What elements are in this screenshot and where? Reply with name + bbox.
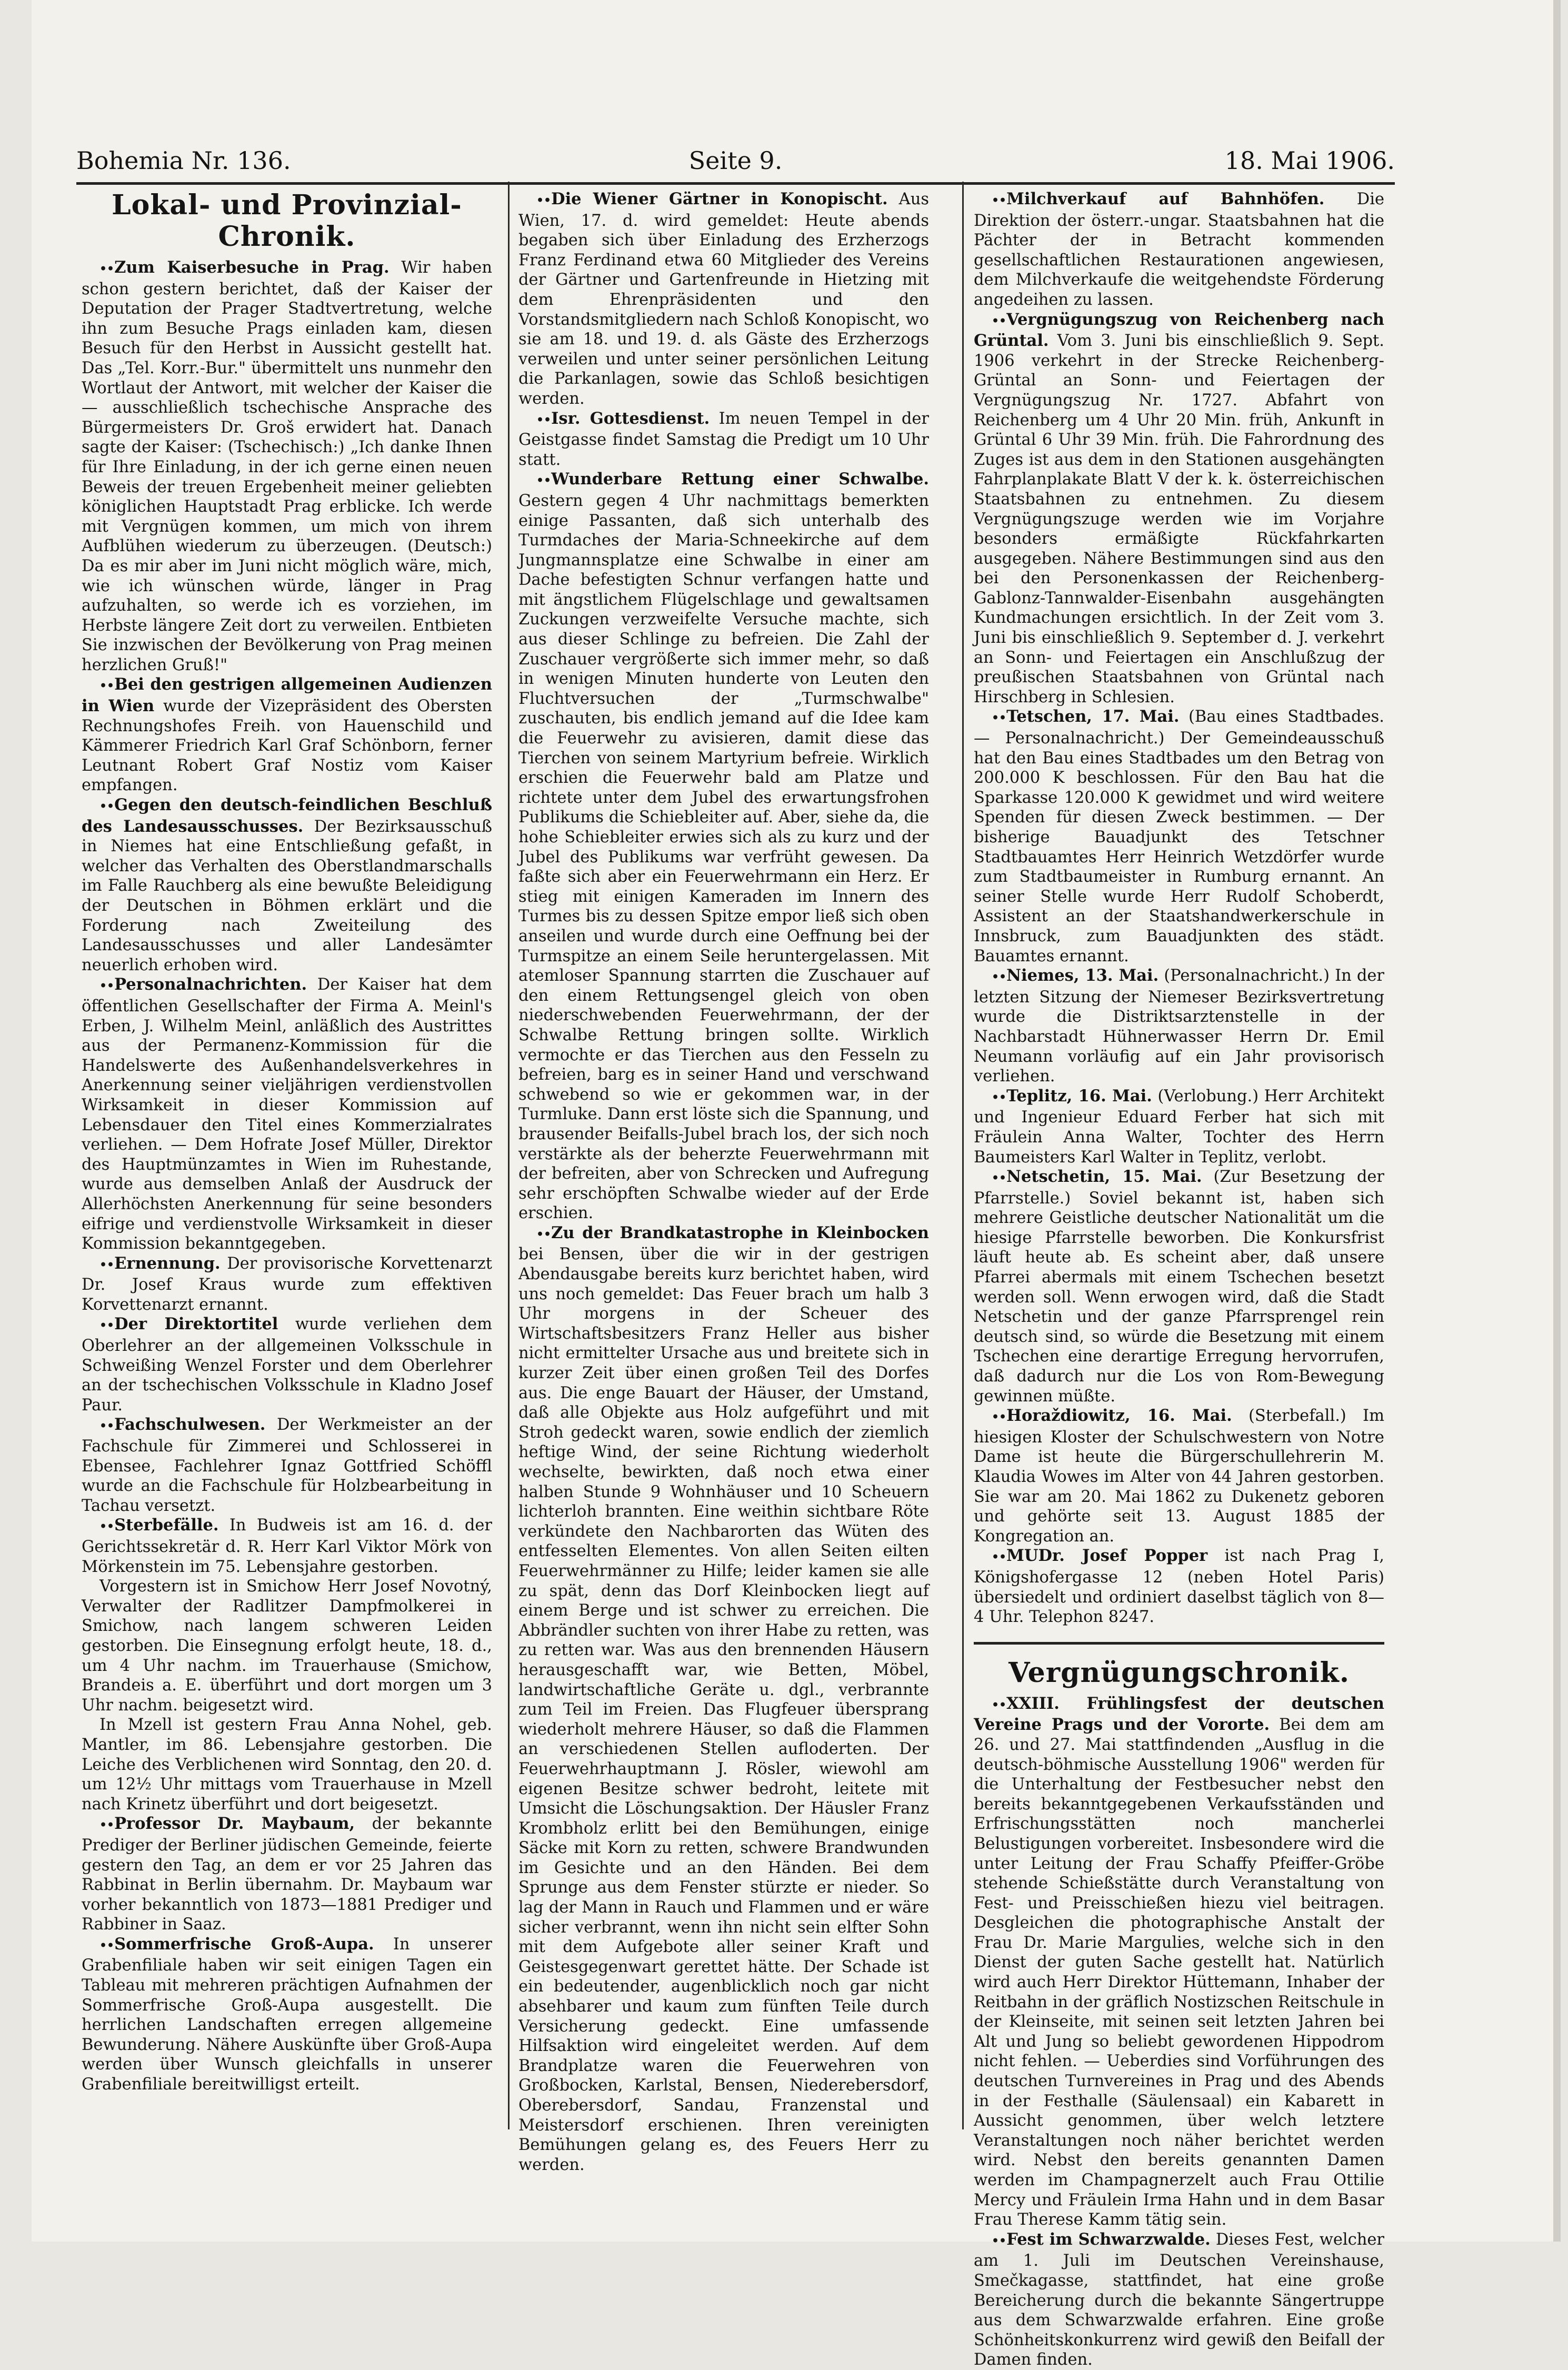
column-divider-1 [508,182,510,2129]
column-2 [518,190,929,2174]
article-body: In unserer Grabenfiliale haben wir seit einigen Tagen ein Tableau mit mehreren prächtigen Aufnahmen der Sommerfrische Groß-Aupa ausgestellt. Die herrlichen Landschaften erregen allgemeine Bewunderung. Nähere Auskünfte über Groß-Aupa werden über Wunsch gleichfalls in unserer Grabenfiliale bereitwilligst erteilt. [82,1935,492,2094]
article-body: Vom 3. Juni bis einschließlich 9. Sept. 1906 verkehrt in der Strecke Reichenberg-Grüntal an Sonn- und Feiertagen der Vergnügungszug Nr. 1727. Abfahrt von Reichenberg um 4 Uhr 20 Min. früh, Ankunft in Grüntal 6 Uhr 39 Min. früh. Die Fahrordnung des Zuges ist aus dem in den Stationen ausgehängten Fahrplanplakate Blatt V der k. k. österreichischen Staatsbahnen zu entnehmen. Zu diesem Vergnügungszuge werden wie im Vorjahre besonders ermäßigte Rückfahrkarten ausgegeben. Nähere Bestimmungen sind aus den bei den Personenkassen der Reichenberg-Gablonz-Tannwalder-Eisenbahn ausgehängten Kundmachungen ersichtlich. In der Zeit vom 3. Juni bis einschließlich 9. September d. J. verkehrt an Sonn- und Feiertagen ein Anschlußzug der preußischen Staatsbahnen von Grüntal nach Hirschberg in Schlesien. [974,332,1384,706]
article [974,190,1384,310]
article [82,258,492,675]
header-date: 18. Mai 1906. [1224,146,1395,175]
article-headline: •• Zum Kaiserbesuche in Prag. [99,258,389,277]
article [82,1315,492,1415]
column-1 [82,190,492,2169]
header-rule [76,182,1395,185]
section-title-chronik: Lokal- und Provinzial-Chronik. [112,189,462,253]
article-body: Vorgestern ist in Smichow Herr Josef Novotný, Verwalter der Radlitzer Dampfmolkerei in Smichow, nach langem schweren Leiden gestorben. Die Einsegnung erfolgt heute, 18. d., um 4 Uhr nachm. im Trauerhause (Smichow, Brandeis a. E. überführt und dort morgen um 3 Uhr nachm. beigesetzt wird. [82,1577,492,1715]
article-body: ist nach Prag I, Königshofergasse 12 (neben Hotel Paris) übersiedelt und ordiniert daselbst täglich von 8—4 Uhr. Telephon 8247. [974,1547,1384,1627]
article-headline: •• MUDr. Josef Popper [992,1546,1207,1565]
article [974,1694,1384,2230]
article-body: wurde verliehen dem Oberlehrer an der allgemeinen Volksschule in Schweißing Wenzel Forster und dem Oberlehrer an der tschechischen Volksschule in Kladno Josef Paur. [82,1315,492,1415]
column-3 [974,190,1385,2369]
article-headline: •• Der Direktortitel [99,1315,278,1333]
article-body: Gestern gegen 4 Uhr nachmittags bemerkten einige Passanten, daß sich unterhalb des Turmdaches der Maria-Schneekirche auf dem Jungmannsplatze eine Schwalbe in einer am Dache befestigten Schnur verfangen hatte und mit ängstlichem Flügelschlage und gewaltsamen Zuckungen verzweifelte Versuche machte, sich aus dieser Schlinge zu befreien. Die Zahl der Zuschauer vergrößerte sich immer mehr, so daß in wenigen Minuten hunderte von Leuten den Fluchtversuchen der „Turmschwalbe" zuschauten, bis endlich jemand auf die Idee kam die Feuerwehr zu avisieren, damit diese das Tierchen von seinem Martyrium befreie. Wirklich erschien die Feuerwehr bald am Platze und richtete unter dem Jubel des erwartungsfrohen Publikums die Schiebleiter auf. Aber, siehe da, die hohe Schiebleiter erwies sich als zu kurz und der Jubel des Publikums war verfrüht gewesen. Da faßte sich aber ein Feuerwehrmann ein Herz. Er stieg mit einigen Kameraden im Innern des Turmes bis zu dessen Spitze empor ließ sich oben anseilen und wurde durch eine Oeffnung bei der Turmspitze an einem Seile heruntergelassen. Mit atemloser Spannung starrten die Zuschauer auf den einem Rettungsengel gleich von oben niederschwebenden Feuerwehrmann, der der Schwalbe Rettung bringen sollte. Wirklich vermochte er das Tierchen aus den Fesseln zu befreien, barg es in seiner Hand und verschwand schwebend so wie er gekommen war, in der Turmluke. Dann erst löste sich die Spannung, und brausender Beifalls-Jubel brach los, der sich noch verstärkte als der beherzte Feuerwehrmann mit der befreiten, aber von Schrecken und Aufregung sehr erschöpften Schwalbe wieder auf der Erde erschien. [518,491,929,1223]
article [974,1167,1384,1406]
article-headline: •• Teplitz, 16. Mai. [992,1087,1152,1106]
header-issue: Bohemia Nr. 136. [76,146,291,175]
article-body: In Mzell ist gestern Frau Anna Nohel, geb. Mantler, im 86. Lebensjahre gestorben. Die Leiche des Verblichenen wird Sonntag, den 20. d. um 12½ Uhr mittags vom Trauerhause in Mzell nach Krinetz überführt und dort beigesetzt. [82,1716,492,1814]
column-3-news [974,190,1384,1627]
column-divider-2 [962,182,964,2129]
article-body: Dieses Fest, welcher am 1. Juli im Deutschen Vereinshause, Smečkagasse, stattfindet, hat eine große Bereicherung durch die bekannte Sängertruppe aus dem Schwarzwalde erfahren. Eine große Schönheitskonkurrenz wird gewiß den Beifall der Damen finden. [974,2230,1384,2369]
column-3-entertainment [974,1694,1384,2370]
article-body: Bei dem am 26. und 27. Mai stattfindenden „Ausflug in die deutsch-böhmische Ausstellung 1906" werden für die Unterhaltung der Festbesucher nebst den bereits bekanntgegebenen Verkaufsständen und Erfrischungsstätten noch mancherlei Belustigungen vorbereitet. Insbesondere wird die unter Leitung der Frau Schaffy Pfeiffer-Gröbe stehende Schießstätte durch Veranstaltung von Fest- und Preisschießen hiezu viel beitragen. Desgleichen die photographische Anstalt der Frau Dr. Marie Margulies, welche sich in den Dienst der guten Sache gestellt hat. Natürlich wird auch Herr Direktor Hüttemann, Inhaber der Reitbahn in der gräflich Nostizschen Reitschule in der Kleinseite, mit seinen seit letzten Jahren bei Alt und Jung so beliebt gewordenen Hippodrom nicht fehlen. — Ueberdies sind Vorführungen des deutschen Turnvereines in Prag und des Abends in der Festhalle (Säulensaal) ein Kabarett in Aussicht genommen, über welch letztere Veranstaltungen noch näher berichtet werden wird. Nebst den bereits genannten Damen werden im Champagnerzelt auch Frau Ottilie Mercy und Fräulein Irma Hahn und in dem Basar Frau Therese Kamm tätig sein. [974,1716,1384,2229]
article [82,675,492,795]
article [518,409,929,470]
article [82,1814,492,1935]
article-body: wurde der Vizepräsident des Obersten Rechnungshofes Freih. von Hauenschild und Kämmerer Friedrich Karl Graf Schönborn, ferner Leutnant Robert Graf Nostiz vom Kaiser empfangen. [82,697,492,795]
article-headline: •• Bei den gestrigen allgemeinen Audienzen in Wien [82,675,492,715]
article-headline: •• Vergnügungszug von Reichenberg nach Grüntal. [974,310,1384,351]
article-headline: •• Netschetin, 15. Mai. [992,1167,1202,1186]
article-body: Im neuen Tempel in der Geistgasse findet Samstag die Predigt um 10 Uhr statt. [518,409,929,469]
article [974,1087,1384,1167]
article [974,1546,1384,1627]
article-headline: •• XXIII. Frühlingsfest der deutschen Vereine Prags und der Vororte. [974,1694,1384,1735]
article-body: Die Direktion der österr.-ungar. Staatsbahnen hat die Pächter der in Betracht kommenden gesellschaftlichen Restaurationen angewiesen, dem Milchverkaufe die weitgehendste Förderung angedeihen zu lassen. [974,190,1385,309]
article [974,1406,1384,1546]
section-title-vergnuegung: Vergnügungschronik. [974,1642,1384,1689]
article [82,1254,492,1315]
article [82,795,492,975]
article-body: Der Werkmeister an der Fachschule für Zimmerei und Schlosserei in Ebensee, Fachlehrer Ignaz Gottfried Schöffl wurde an die Fachschule für Holzbearbeitung in Tachau versetzt. [82,1416,492,1515]
article-headline: •• Gegen den deutsch-feindlichen Beschluß des Landesausschusses. [82,795,492,836]
article-headline: •• Fest im Schwarzwalde. [992,2230,1211,2249]
article-headline: •• Tetschen, 17. Mai. [992,707,1180,726]
article-body: (Bau eines Stadtbades. — Personalnachricht.) Der Gemeindeausschuß hat den Bau eines Stadtbades um den Betrag von 200.000 K beschlossen. Für den Bau hat die Sparkasse 120.000 K gewidmet und wird weitere Spenden für diesen Zweck bestimmen. — Der bisherige Bauadjunkt des Tetschner Stadtbauamtes Herr Heinrich Wetzdörfer wurde zum Stadtbaumeister in Rumburg ernannt. An seiner Stelle wurde Herr Rudolf Schoberdt, Assistent an der Staatshandwerkerschule in Innsbruck, zum Bauadjunkten des städt. Bauamtes ernannt. [974,708,1384,965]
page-header [76,142,1395,179]
article-headline: •• Horaždiowitz, 16. Mai. [992,1406,1232,1425]
article-body: (Verlobung.) Herr Architekt und Ingenieur Eduard Ferber hat sich mit Fräulein Anna Walter, Tochter des Herrn Baumeisters Karl Walter in Teplitz, verlobt. [974,1087,1385,1167]
article-body: der bekannte Prediger der Berliner jüdischen Gemeinde, feierte gestern den Tag, an dem er vor 25 Jahren das Rabbinat in Berlin übernahm. Dr. Maybaum war vorher bekanntlich von 1873—1881 Prediger und Rabbiner in Saaz. [82,1815,492,1934]
article [82,1935,492,2095]
article [974,310,1384,708]
article-body: (Sterbefall.) Im hiesigen Kloster der Schulschwestern von Notre Dame ist heute die Bürgerschullehrerin M. Klaudia Wowes im Alter von 44 Jahren gestorben. Sie war am 20. Mai 1862 zu Dukenetz geboren und gehörte seit 13. August 1885 der Kongregation an. [974,1407,1384,1546]
article-body: In Budweis ist am 16. d. der Gerichtssekretär d. R. Herr Karl Viktor Mörk von Mörkenstein im 75. Lebensjahre gestorben. [82,1516,493,1576]
article [518,1223,929,2175]
header-page-number: Seite 9. [688,146,783,175]
article [518,190,929,409]
newspaper-page [32,0,1561,2369]
article [974,707,1384,966]
article [82,1715,492,1814]
article [974,2230,1384,2370]
page-edge [1553,0,1561,2242]
article-headline: •• Niemes, 13. Mai. [992,966,1158,985]
article [82,975,492,1253]
article-body: bei Bensen, über die wir in der gestrigen Abendausgabe bereits kurz berichtet haben, wird uns noch gemeldet: Das Feuer brach um halb 3 Uhr morgens in der Scheuer des Wirtschaftsbesitzers Franz Heller aus bisher nicht ermittelter Ursache aus und breitete sich in kurzer Zeit über einen großen Teil des Dorfes aus. Die enge Bauart der Häuser, der Umstand, daß alle Objekte aus Holz aufgeführt und mit Stroh gedeckt waren, sowie endlich der ziemlich heftige Wind, der seine Richtung wiederholt wechselte, bewirkten, daß noch etwa einer halben Stunde 9 Wohnhäuser und 10 Scheuern lichterloh brannten. Eine weithin sichtbare Röte verkündete den Nachbarorten das Wüten des entfesselten Elementes. Von allen Seiten eilten Feuerwehrmänner zu Hilfe; leider kamen sie alle zu spät, denn das Dorf Kleinbocken liegt auf einem Berge und ist schwer zu erreichen. Die Abbrändler suchten von ihrer Habe zu retten, was zu retten war. Was aus den brennenden Häusern herausgeschafft war, wie Betten, Möbel, landwirtschaftliche Geräte u. dgl., verbrannte zum Teil im Freien. Das Flugfeuer übersprang wiederholt mehrere Häuser, so daß die Flammen an verschiedenen Stellen aufloderten. Der Feuerwehrhauptmann J. Rösler, wiewohl am eigenen Besitze schwer bedroht, leitete mit Umsicht die Löschungsaktion. Der Häusler Franz Krombholz erlitt bei den Bemühungen, einige Säcke mit Korn zu retten, schwere Brandwunden im Gesichte und an den Händen. Bei dem Sprunge aus dem Fenster stürzte er nieder. So lag der Mann in Rauch und Flammen und er wäre sicher verbrannt, wenn ihn nicht sein elfter Sohn mit dem Aufgebote aller seiner Kraft und Geistesgegenwart gerettet hätte. Der Schade ist ein bedeutender, augenblicklich noch gar nicht absehbarer und kaum zum fünften Teile durch Versicherung gedeckt. Eine umfassende Hilfsaktion wird eingeleitet werden. Auf dem Brandplatze waren die Feuerwehren von Großbocken, Karlstal, Bensen, Niederebersdorf, Oberebersdorf, Sandau, Franzenstal und Meistersdorf erschienen. Ihren vereinigten Bemühungen gelang es, des Feuers Herr zu werden. [518,1245,929,2174]
article-body: Wir haben schon gestern berichtet, daß der Kaiser der Deputation der Prager Stadtvertretung, welche ihn zum Besuche Prags einladen kam, diesen Besuch für den Herbst in Aussicht gestellt hat. Das „Tel. Korr.-Bur." übermittelt uns nunmehr den Wortlaut der Antwort, mit welcher der Kaiser die — ausschließlich tschechische Ansprache des Bürgermeisters Dr. Groš erwidert hat. Danach sagte der Kaiser: (Tschechisch:) „Ich danke Ihnen für Ihre Einladung, in der ich gerne einen neuen Beweis der treuen Ergebenheit meiner geliebten königlichen Hauptstadt Prag erblicke. Ich werde mit Vergnügen kommen, um mich von ihrem Aufblühen wiederum zu überzeugen. (Deutsch:) Da es mir aber im Juni nicht möglich wäre, mich, wie ich wünschen würde, länger in Prag aufzuhalten, so werde ich es vorziehen, im Herbste längere Zeit dort zu verweilen. Entbieten Sie inzwischen der Bevölkerung von Prag meinen herzlichen Gruß!" [82,258,493,674]
article-headline: •• Milchverkauf auf Bahnhöfen. [992,190,1324,208]
article-headline: •• Zu der Brandkatastrophe in Kleinbocken [536,1223,929,1242]
article [82,1516,492,1577]
article-headline: •• Wunderbare Rettung einer Schwalbe. [536,470,929,489]
article-headline: •• Personalnachrichten. [99,975,307,994]
article-body: (Personalnachricht.) In der letzten Sitzung der Niemeser Bezirksvertretung wurde die Distriktsarztenstelle in der Nachbarstadt Hühnerwasser Herrn Dr. Emil Neumann vorläufig auf ein Jahr provisorisch verliehen. [974,967,1384,1086]
article-headline: •• Sommerfrische Groß-Aupa. [99,1935,374,1954]
article-body: Der Bezirksausschuß in Niemes hat eine Entschließung gefaßt, in welcher das Verhalten des Oberstlandmarschalls im Falle Rauchberg als eine bewußte Beleidigung der Deutschen in Böhmen erklärt und die Forderung nach Zweiteilung des Landesausschusses und aller Landesämter neuerlich erhoben wird. [82,817,493,974]
article-body: Der Kaiser hat dem öffentlichen Gesellschafter der Firma A. Meinl's Erben, J. Wilhelm Meinl, anläßlich des Austrittes aus der Permanenz-Kommission für die Handelswerte des Außenhandelsverkehres in Anerkennung seiner vieljährigen verdienstvollen Wirksamkeit in dieser Kommission auf Lebensdauer den Titel eines Kommerzialrates verliehen. — Dem Hofrate Josef Müller, Direktor des Hauptmünzamtes in Wien im Ruhestande, wurde aus demselben Anlaß der Ausdruck der Allerhöchsten Anerkennung für seine besonders eifrige und verdienstvolle Wirksamkeit in dieser Kommission bekanntgegeben. [82,975,492,1253]
article [974,966,1384,1087]
article-headline: •• Sterbefälle. [99,1516,219,1535]
article-body: (Zur Besetzung der Pfarrstelle.) Soviel bekannt ist, haben sich mehrere Geistliche deutscher Nationalität um die hiesige Pfarrstelle beworben. Die Konkursfrist läuft heute ab. Es scheint aber, daß unsere Pfarrei abermals mit einem Tschechen besetzt werden soll. Wenn erwogen wird, daß die Stadt Netschetin und der ganze Pfarrsprengel rein deutsch sind, so würde die Besetzung mit einem Tschechen eine derartige Erregung hervorrufen, daß dadurch nur die Los von Rom-Bewegung gewinnen müßte. [974,1168,1384,1406]
article-headline: •• Isr. Gottesdienst. [536,409,710,428]
article-headline: •• Ernennung. [99,1254,221,1273]
article [82,1577,492,1715]
article-body: Der provisorische Korvettenarzt Dr. Josef Kraus wurde zum effektiven Korvettenarzt ernannt. [82,1254,492,1314]
article-body: Aus Wien, 17. d. wird gemeldet: Heute abends begaben sich über Einladung des Erzherzogs Franz Ferdinand etwa 60 Mitglieder des Vereins der Gärtner und Gartenfreunde in Hietzing mit dem Ehrenpräsidenten und den Vorstandsmitgliedern nach Schloß Konopischt, wo sie am 18. und 19. d. als Gäste des Erzherzogs verweilen und unter seiner persönlichen Leitung die Parkanlagen, sowie das Schloß besichtigen werden. [518,190,929,408]
article-headline: •• Fachschulwesen. [99,1415,265,1434]
article-headline: •• Professor Dr. Maybaum, [99,1814,355,1833]
article-headline: •• Die Wiener Gärtner in Konopischt. [536,190,888,208]
article [518,470,929,1223]
article [82,1415,492,1516]
